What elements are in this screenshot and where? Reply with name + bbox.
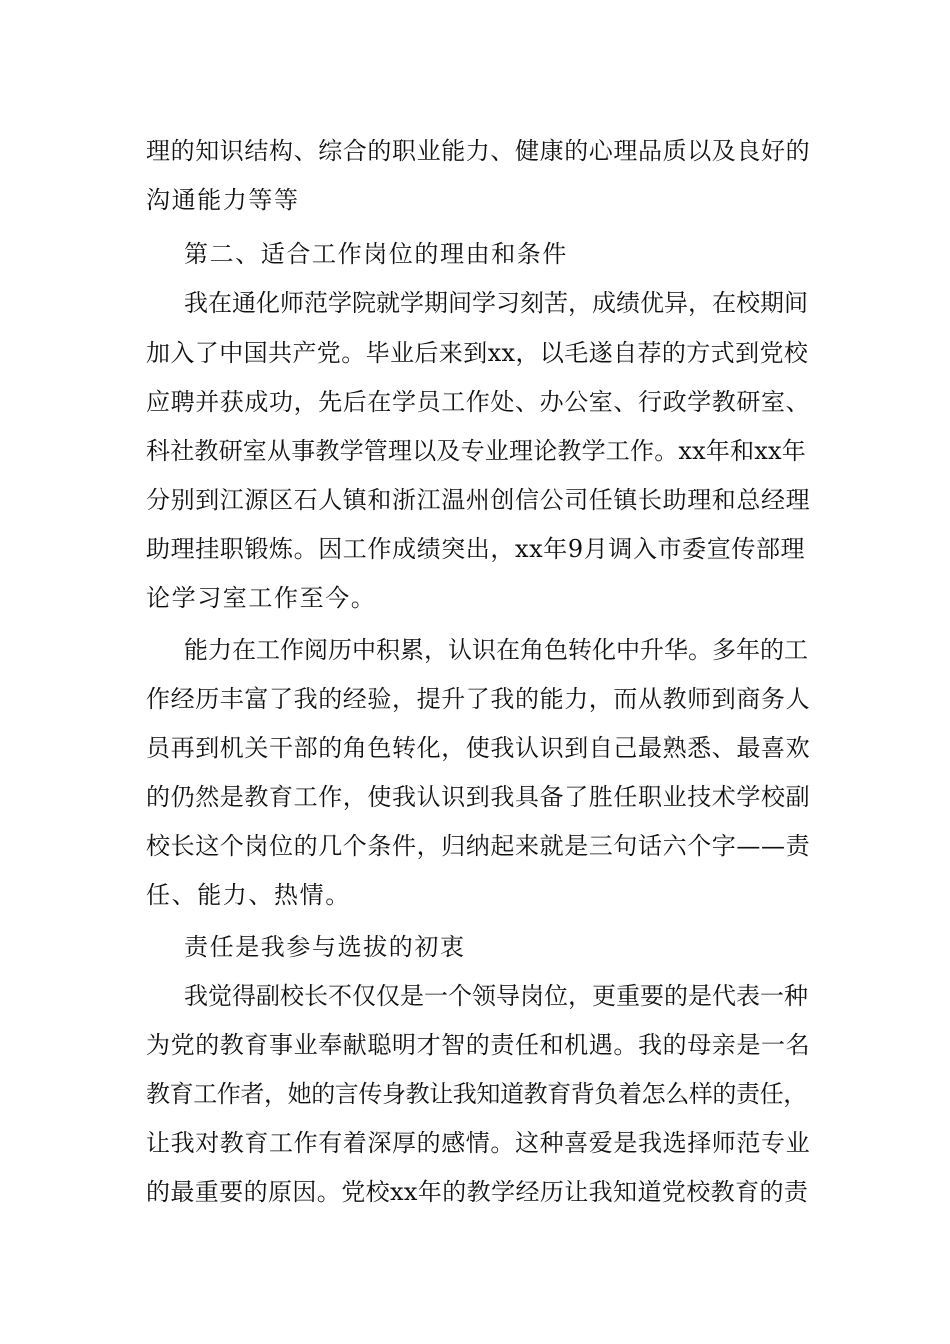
text-line: 作经历丰富了我的经验，提升了我的能力，而从教师到商务人	[146, 685, 811, 713]
paragraph-start-line: 我在通化师范学院就学期间学习刻苦，成绩优异，在校期间	[184, 289, 808, 317]
text-line: 助理挂职锻炼。因工作成绩突出，xx年9月调入市委宣传部理	[146, 535, 806, 563]
text-line: 教育工作者，她的言传身教让我知道教育背负着怎么样的责任，	[146, 1080, 807, 1108]
text-line: 沟通能力等等	[146, 186, 300, 214]
text-line: 让我对教育工作有着深厚的感情。这种喜爱是我选择师范专业	[146, 1129, 811, 1157]
section-heading: 责任是我参与选拔的初衷	[184, 933, 466, 961]
text-line: 加入了中国共产党。毕业后来到xx，以毛遂自荐的方式到党校	[146, 339, 809, 367]
text-line: 任、能力、热情。	[146, 881, 351, 909]
paragraph-start-line: 能力在工作阅历中积累，认识在角色转化中升华。多年的工	[184, 636, 808, 664]
paragraph-start-line: 我觉得副校长不仅仅是一个领导岗位，更重要的是代表一种	[184, 982, 808, 1010]
text-line: 为党的教育事业奉献聪明才智的责任和机遇。我的母亲是一名	[146, 1031, 811, 1059]
text-line: 校长这个岗位的几个条件，归纳起来就是三句话六个字——责	[146, 832, 811, 860]
text-line: 应聘并获成功，先后在学员工作处、办公室、行政学教研室、	[146, 388, 811, 416]
text-line: 科社教研室从事教学管理以及专业理论教学工作。xx年和xx年	[146, 437, 806, 465]
text-line: 的仍然是教育工作，使我认识到我具备了胜任职业技术学校副	[146, 783, 811, 811]
text-line: 论学习室工作至今。	[146, 584, 377, 612]
text-line: 的最重要的原因。党校xx年的教学经历让我知道党校教育的责	[146, 1178, 809, 1206]
section-heading: 第二、适合工作岗位的理由和条件	[184, 240, 568, 268]
text-line: 理的知识结构、综合的职业能力、健康的心理品质以及良好的	[146, 137, 811, 165]
text-line: 员再到机关干部的角色转化，使我认识到自己最熟悉、最喜欢	[146, 734, 811, 762]
text-line: 分别到江源区石人镇和浙江温州创信公司任镇长助理和总经理	[146, 486, 811, 514]
